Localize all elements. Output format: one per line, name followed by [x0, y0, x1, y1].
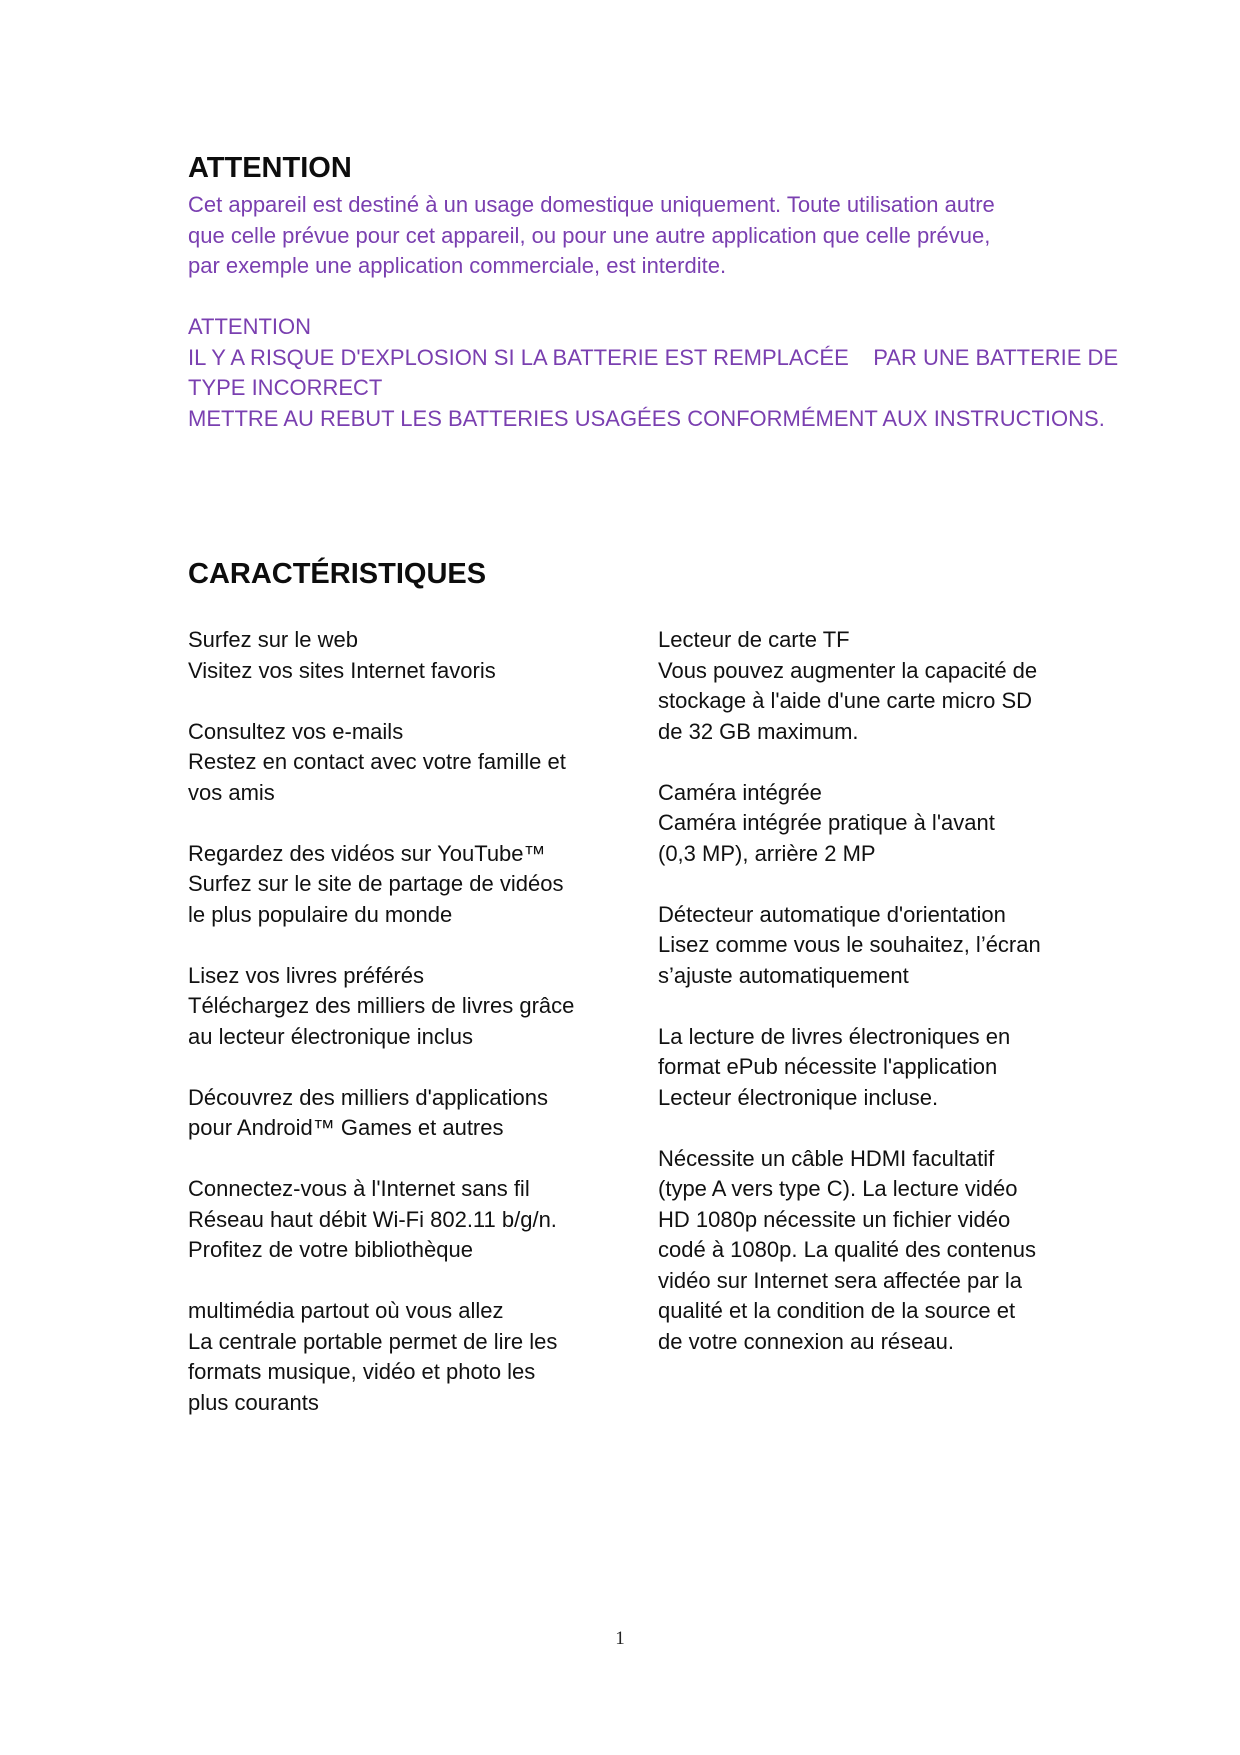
feature-description-line: Vous pouvez augmenter la capacité de: [658, 657, 1038, 683]
feature-description-line: La centrale portable permet de lire les: [188, 1328, 558, 1354]
domestic-use-warning: [188, 190, 1068, 282]
feature-block: [658, 1144, 1098, 1358]
features-left-column: [188, 625, 628, 1449]
warning-line: Cet appareil est destiné à un usage domestique uniquement. Toute utilisation autre: [188, 192, 995, 217]
feature-title: Lisez vos livres préférés: [188, 962, 424, 988]
feature-description-line: Visitez vos sites Internet favoris: [188, 657, 496, 683]
feature-description-line: Surfez sur le site de partage de vidéos: [188, 871, 564, 896]
feature-description-line: stockage à l'aide d'une carte micro SD: [658, 688, 1033, 713]
feature-block: [188, 961, 628, 1053]
feature-block: [188, 625, 628, 686]
feature-description-line: Restez en contact avec votre famille et: [188, 749, 566, 774]
feature-description-line: pour Android™ Games et autres: [188, 1115, 504, 1140]
feature-block: [188, 1296, 628, 1418]
feature-description-line: Profitez de votre bibliothèque: [188, 1237, 473, 1262]
feature-title: Caméra intégrée: [658, 779, 822, 805]
feature-description-line: le plus populaire du monde: [188, 901, 453, 927]
feature-description-line: qualité et la condition de la source et: [658, 1298, 1016, 1323]
feature-description-line: codé à 1080p. La qualité des contenus: [658, 1237, 1036, 1262]
feature-block: [658, 778, 1098, 870]
feature-title: Découvrez des milliers d'applications: [188, 1084, 549, 1110]
battery-warning: [188, 312, 1119, 434]
feature-description-line: Téléchargez des milliers de livres grâce: [188, 993, 575, 1018]
feature-description-line: de votre connexion au réseau.: [658, 1328, 954, 1354]
feature-title: Consultez vos e-mails: [188, 718, 404, 744]
feature-title: Regardez des vidéos sur YouTube™: [188, 840, 546, 866]
feature-title: Lecteur de carte TF: [658, 627, 850, 652]
warning-line: que celle prévue pour cet appareil, ou pour une autre application que celle prévue,: [188, 222, 991, 248]
feature-description-line: HD 1080p nécessite un fichier vidéo: [658, 1206, 1011, 1232]
feature-description-line: vos amis: [188, 779, 275, 805]
warning-line: METTRE AU REBUT LES BATTERIES USAGÉES CONFORMÉMENT AUX INSTRUCTIONS.: [188, 405, 1105, 431]
feature-block: [658, 625, 1098, 747]
feature-description-line: plus courants: [188, 1389, 319, 1415]
feature-block: [658, 900, 1098, 992]
feature-description-line: Lecteur électronique incluse.: [658, 1084, 939, 1110]
feature-description-line: format ePub nécessite l'application: [658, 1054, 998, 1079]
feature-description-line: (0,3 MP), arrière 2 MP: [658, 840, 876, 866]
feature-description-line: (type A vers type C). La lecture vidéo: [658, 1176, 1018, 1201]
warning-line: IL Y A RISQUE D'EXPLOSION SI LA BATTERIE EST REMPLACÉE PAR UNE BATTERIE DE: [188, 344, 1119, 370]
warning-line: ATTENTION: [188, 314, 312, 339]
feature-title: multimédia partout où vous allez: [188, 1298, 504, 1323]
features-right-column: [658, 625, 1098, 1388]
warning-line: par exemple une application commerciale, est interdite.: [188, 253, 727, 278]
feature-title: Surfez sur le web: [188, 627, 358, 652]
feature-description-line: de 32 GB maximum.: [658, 718, 859, 744]
feature-description-line: Caméra intégrée pratique à l'avant: [658, 810, 995, 835]
feature-description-line: au lecteur électronique inclus: [188, 1023, 473, 1049]
feature-title: Nécessite un câble HDMI facultatif: [658, 1145, 995, 1171]
feature-block: [658, 1022, 1098, 1114]
warning-line: TYPE INCORRECT: [188, 375, 383, 400]
feature-block: [188, 839, 628, 931]
features-heading: CARACTÉRISTIQUES: [188, 558, 487, 590]
feature-description-line: vidéo sur Internet sera affectée par la: [658, 1267, 1023, 1293]
feature-title: Connectez-vous à l'Internet sans fil: [188, 1176, 530, 1201]
feature-title: Détecteur automatique d'orientation: [658, 901, 1006, 927]
feature-description-line: formats musique, vidéo et photo les: [188, 1359, 536, 1384]
feature-description-line: Réseau haut débit Wi-Fi 802.11 b/g/n.: [188, 1206, 557, 1232]
feature-title: La lecture de livres électroniques en: [658, 1023, 1011, 1049]
feature-block: [188, 717, 628, 809]
feature-block: [188, 1174, 628, 1266]
feature-description-line: Lisez comme vous le souhaitez, l’écran: [658, 932, 1041, 957]
attention-heading: ATTENTION: [188, 152, 352, 184]
feature-description-line: s’ajuste automatiquement: [658, 962, 909, 988]
feature-block: [188, 1083, 628, 1144]
page-number: 1: [615, 1628, 625, 1649]
